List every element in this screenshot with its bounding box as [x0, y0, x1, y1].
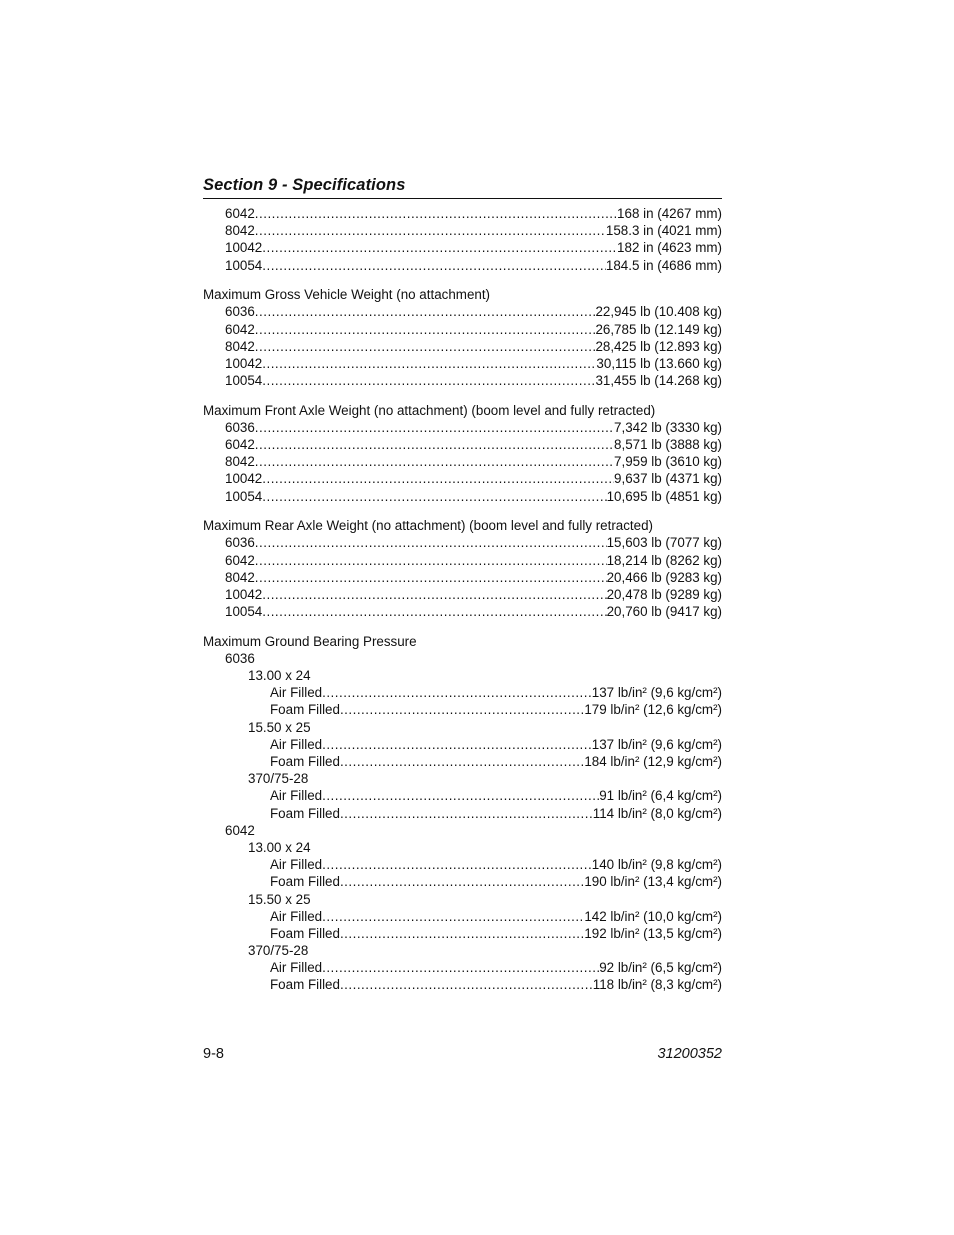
pressure-value: 190 lb/in² (13,4 kg/cm²)	[584, 874, 722, 890]
pressure-row	[203, 856, 722, 873]
spec-row	[203, 603, 722, 620]
front-axle-section	[203, 402, 722, 505]
page-number: 9-8	[203, 1046, 224, 1062]
section-title: Section 9 - Specifications	[203, 176, 406, 194]
model-label: 10042	[225, 586, 263, 602]
gross-weight-section	[203, 286, 722, 389]
spec-row	[203, 534, 722, 551]
spec-value: 7,342 lb (3330 kg)	[614, 419, 722, 435]
front-axle-heading: Maximum Front Axle Weight (no attachment) (boom level and fully retracted)	[203, 402, 656, 418]
spec-value: 20,478 lb (9289 kg)	[606, 586, 722, 602]
tire-size-heading: 15.50 x 25	[248, 891, 311, 907]
pressure-row	[203, 701, 722, 718]
pressure-value: 118 lb/in² (8,3 kg/cm²)	[592, 977, 722, 993]
spec-value: 184.5 in (4686 mm)	[605, 257, 722, 273]
air-filled-label: Air Filled	[270, 788, 323, 804]
model-label: 6036	[225, 535, 255, 551]
model-label: 10054	[225, 373, 263, 389]
model-label: 10054	[225, 604, 263, 620]
pressure-row	[203, 753, 722, 770]
model-label: 10042	[225, 355, 263, 371]
pressure-value: 179 lb/in² (12,6 kg/cm²)	[584, 702, 722, 718]
model-label: 6042	[225, 552, 255, 568]
spec-value: 28,425 lb (12.893 kg)	[595, 338, 722, 354]
pressure-value: 114 lb/in² (8,0 kg/cm²)	[592, 805, 722, 821]
spec-value: 22,945 lb (10.408 kg)	[595, 304, 722, 320]
tire-size-heading: 13.00 x 24	[248, 839, 311, 855]
spec-value: 168 in (4267 mm)	[617, 206, 722, 221]
tire-size-heading: 15.50 x 25	[248, 719, 311, 735]
spec-row	[203, 257, 722, 274]
tire-size-heading: 13.00 x 24	[248, 668, 311, 684]
foam-filled-label: Foam Filled	[270, 977, 340, 993]
pressure-row	[203, 787, 722, 804]
pressure-row	[203, 908, 722, 925]
spec-row	[203, 552, 722, 569]
pressure-value: 140 lb/in² (9,8 kg/cm²)	[591, 857, 722, 873]
spec-value: 10,695 lb (4851 kg)	[606, 488, 722, 504]
spec-value: 31,455 lb (14.268 kg)	[595, 373, 722, 389]
spec-row	[203, 372, 722, 389]
spec-row	[203, 239, 722, 256]
spec-row	[203, 355, 722, 372]
air-filled-label: Air Filled	[270, 960, 323, 976]
spec-row	[203, 321, 722, 338]
model-label: 6036	[225, 304, 255, 320]
spec-row	[203, 488, 722, 505]
spec-value: 15,603 lb (7077 kg)	[606, 535, 722, 551]
foam-filled-label: Foam Filled	[270, 754, 340, 769]
spec-row	[203, 453, 722, 470]
model-label: 6042	[225, 437, 255, 453]
model-label: 8042	[225, 338, 255, 354]
foam-filled-label: Foam Filled	[270, 874, 340, 890]
pressure-row	[203, 873, 722, 890]
spec-value: 20,760 lb (9417 kg)	[606, 604, 722, 620]
pressure-row	[203, 684, 722, 701]
pressure-row	[203, 805, 722, 822]
pressure-value: 142 lb/in² (10,0 kg/cm²)	[584, 908, 722, 924]
document-number: 31200352	[657, 1046, 722, 1062]
spec-row	[203, 419, 722, 436]
model-label: 8042	[225, 569, 255, 585]
ground-pressure-section	[203, 633, 722, 994]
spec-row	[203, 569, 722, 586]
pressure-value: 184 lb/in² (12,9 kg/cm²)	[584, 754, 722, 769]
pressure-row	[203, 925, 722, 942]
spec-value: 18,214 lb (8262 kg)	[606, 552, 722, 568]
air-filled-label: Air Filled	[270, 857, 323, 873]
model-label: 6042	[225, 206, 255, 221]
gross-weight-heading: Maximum Gross Vehicle Weight (no attachment)	[203, 287, 491, 303]
model-heading: 6036	[225, 650, 255, 666]
spec-value: 182 in (4623 mm)	[617, 240, 722, 256]
model-label: 6042	[225, 321, 255, 337]
model-label: 10054	[225, 257, 263, 273]
air-filled-label: Air Filled	[270, 685, 323, 701]
rear-axle-section	[203, 517, 722, 620]
spec-row	[203, 222, 722, 239]
spec-row	[203, 205, 722, 222]
model-label: 8042	[225, 223, 255, 239]
specifications-content	[203, 205, 722, 994]
model-label: 8042	[225, 454, 255, 470]
spec-row	[203, 470, 722, 487]
section-header	[203, 176, 722, 199]
spec-value: 8,571 lb (3888 kg)	[614, 437, 722, 453]
spec-row	[203, 586, 722, 603]
spec-row	[203, 436, 722, 453]
length-list	[203, 205, 722, 274]
model-label: 6036	[225, 419, 255, 435]
pressure-row	[203, 976, 722, 993]
model-heading: 6042	[225, 822, 255, 838]
pressure-value: 92 lb/in² (6,5 kg/cm²)	[599, 960, 722, 976]
spec-row	[203, 338, 722, 355]
model-label: 10042	[225, 471, 263, 487]
spec-value: 26,785 lb (12.149 kg)	[595, 321, 722, 337]
tire-size-heading: 370/75-28	[248, 943, 309, 959]
air-filled-label: Air Filled	[270, 736, 323, 752]
tire-size-heading: 370/75-28	[248, 771, 309, 787]
foam-filled-label: Foam Filled	[270, 702, 340, 718]
pressure-value: 137 lb/in² (9,6 kg/cm²)	[591, 685, 722, 701]
pressure-value: 91 lb/in² (6,4 kg/cm²)	[599, 788, 722, 804]
model-label: 10054	[225, 488, 263, 504]
pressure-value: 192 lb/in² (13,5 kg/cm²)	[584, 925, 722, 941]
foam-filled-label: Foam Filled	[270, 925, 340, 941]
spec-row	[203, 303, 722, 320]
foam-filled-label: Foam Filled	[270, 805, 340, 821]
model-label: 10042	[225, 240, 263, 256]
spec-value: 20,466 lb (9283 kg)	[606, 569, 722, 585]
ground-pressure-heading: Maximum Ground Bearing Pressure	[203, 633, 417, 649]
air-filled-label: Air Filled	[270, 908, 323, 924]
spec-value: 158.3 in (4021 mm)	[605, 223, 722, 239]
spec-value: 9,637 lb (4371 kg)	[614, 471, 722, 487]
rear-axle-heading: Maximum Rear Axle Weight (no attachment) (boom level and fully retracted)	[203, 518, 654, 534]
spec-value: 30,115 lb (13.660 kg)	[596, 355, 722, 371]
spec-value: 7,959 lb (3610 kg)	[614, 454, 722, 470]
page-footer	[203, 1046, 722, 1062]
pressure-row	[203, 959, 722, 976]
pressure-row	[203, 736, 722, 753]
pressure-value: 137 lb/in² (9,6 kg/cm²)	[591, 736, 722, 752]
